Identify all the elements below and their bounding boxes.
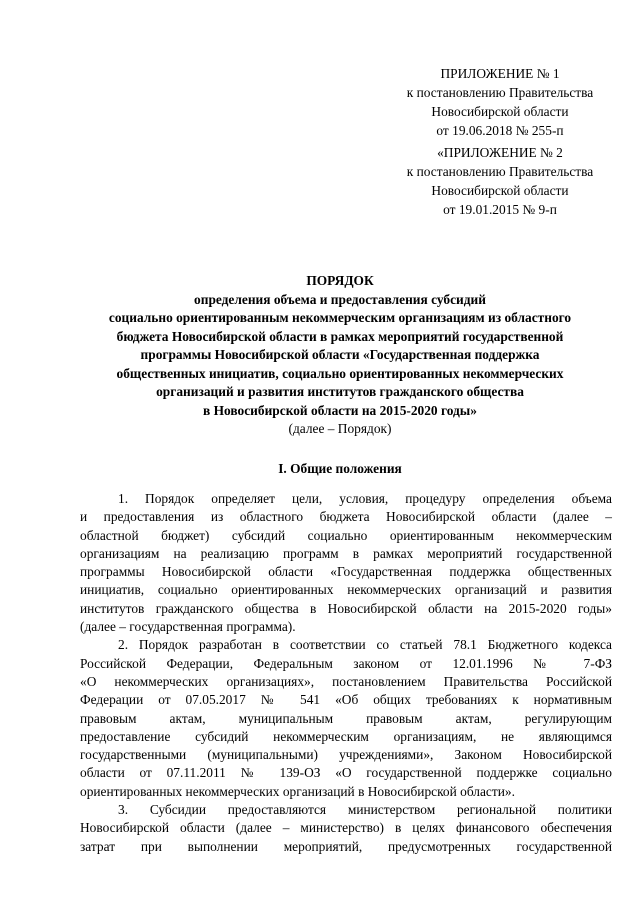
title-line: программы Новосибирской области «Государственная поддержка bbox=[140, 347, 540, 362]
body-line: институтов гражданского общества в Новосибирской области на 2015-2020 годы» bbox=[80, 600, 612, 616]
title-line: ПОРЯДОК bbox=[306, 273, 374, 288]
body-line: Российской Федерации, Федеральным законом от 12.01.1996 № 7-ФЗ bbox=[80, 655, 612, 671]
body-line: организациям на реализацию программ в рамках мероприятий государственной bbox=[80, 545, 612, 561]
body-line: затрат при выполнении мероприятий, предусмотренных государственной bbox=[80, 838, 612, 854]
body-line: государственными (муниципальными) учреждениями», Законом Новосибирской bbox=[80, 747, 612, 763]
body-line: ориентированных некоммерческих организаций в Новосибирской области». bbox=[80, 783, 515, 799]
appendix-1-header bbox=[380, 64, 620, 140]
appendix-1-line: к постановлению Правительства bbox=[406, 85, 594, 100]
title-line: организаций и развития институтов гражданского общества bbox=[156, 384, 524, 399]
body-line: 3. Субсидии предоставляются министерством региональной политики bbox=[118, 802, 612, 818]
body-line: инициатив, социально ориентированных некоммерческих организаций и развития bbox=[80, 582, 612, 598]
title-line: определения объема и предоставления субсидий bbox=[194, 291, 486, 307]
appendix-2-line: к постановлению Правительства bbox=[406, 164, 594, 179]
title-line: социально ориентированным некоммерческим организациям из областного bbox=[108, 310, 572, 325]
appendix-2-line: от 19.01.2015 № 9-п bbox=[443, 202, 557, 217]
body-line: правовым актам, муниципальным правовым актам, регулирующим bbox=[80, 710, 612, 726]
body-line: «О некоммерческих организациях», постановлением Правительства Российской bbox=[80, 673, 612, 689]
appendix-2-line: «ПРИЛОЖЕНИЕ № 2 bbox=[437, 145, 563, 160]
body-line: (далее – государственная программа). bbox=[80, 619, 296, 635]
section-heading: I. Общие положения bbox=[278, 461, 402, 476]
appendix-1-line: от 19.06.2018 № 255-п bbox=[436, 123, 564, 138]
title-line: бюджета Новосибирской области в рамках мероприятий государственной bbox=[116, 328, 564, 344]
body-line: Новосибирской области (далее – министерство) в целях финансового обеспечения bbox=[80, 820, 612, 836]
title-line: в Новосибирской области на 2015-2020 годы» bbox=[203, 402, 477, 418]
body-line: предоставление субсидий некоммерческим организациям, не являющимся bbox=[80, 728, 612, 744]
body-line: 1. Порядок определяет цели, условия, процедуру определения объема bbox=[118, 491, 612, 506]
document-title bbox=[60, 272, 620, 439]
title-line: общественных инициатив, социально ориентированных некоммерческих bbox=[116, 365, 564, 381]
document-body bbox=[80, 490, 612, 856]
appendix-1-line: Новосибирской области bbox=[431, 104, 569, 119]
body-line: областной бюджет) субсидий социально ориентированным некоммерческим bbox=[80, 527, 612, 543]
appendix-2-line: Новосибирской области bbox=[431, 183, 569, 198]
appendix-1-line: ПРИЛОЖЕНИЕ № 1 bbox=[440, 66, 560, 81]
body-line: 2. Порядок разработан в соответствии со статьей 78.1 Бюджетного кодекса bbox=[118, 637, 612, 653]
body-line: и предоставления из областного бюджета Новосибирской области (далее – bbox=[80, 509, 612, 525]
title-note: (далее – Порядок) bbox=[288, 421, 392, 436]
body-line: области от 07.11.2011 № 139-ОЗ «О государственной поддержке социально bbox=[80, 765, 612, 781]
body-line: Федерации от 07.05.2017 № 541 «Об общих требованиях к нормативным bbox=[80, 692, 612, 708]
appendix-2-header bbox=[380, 143, 620, 219]
body-line: программы Новосибирской области «Государственная поддержка общественных bbox=[80, 564, 612, 580]
